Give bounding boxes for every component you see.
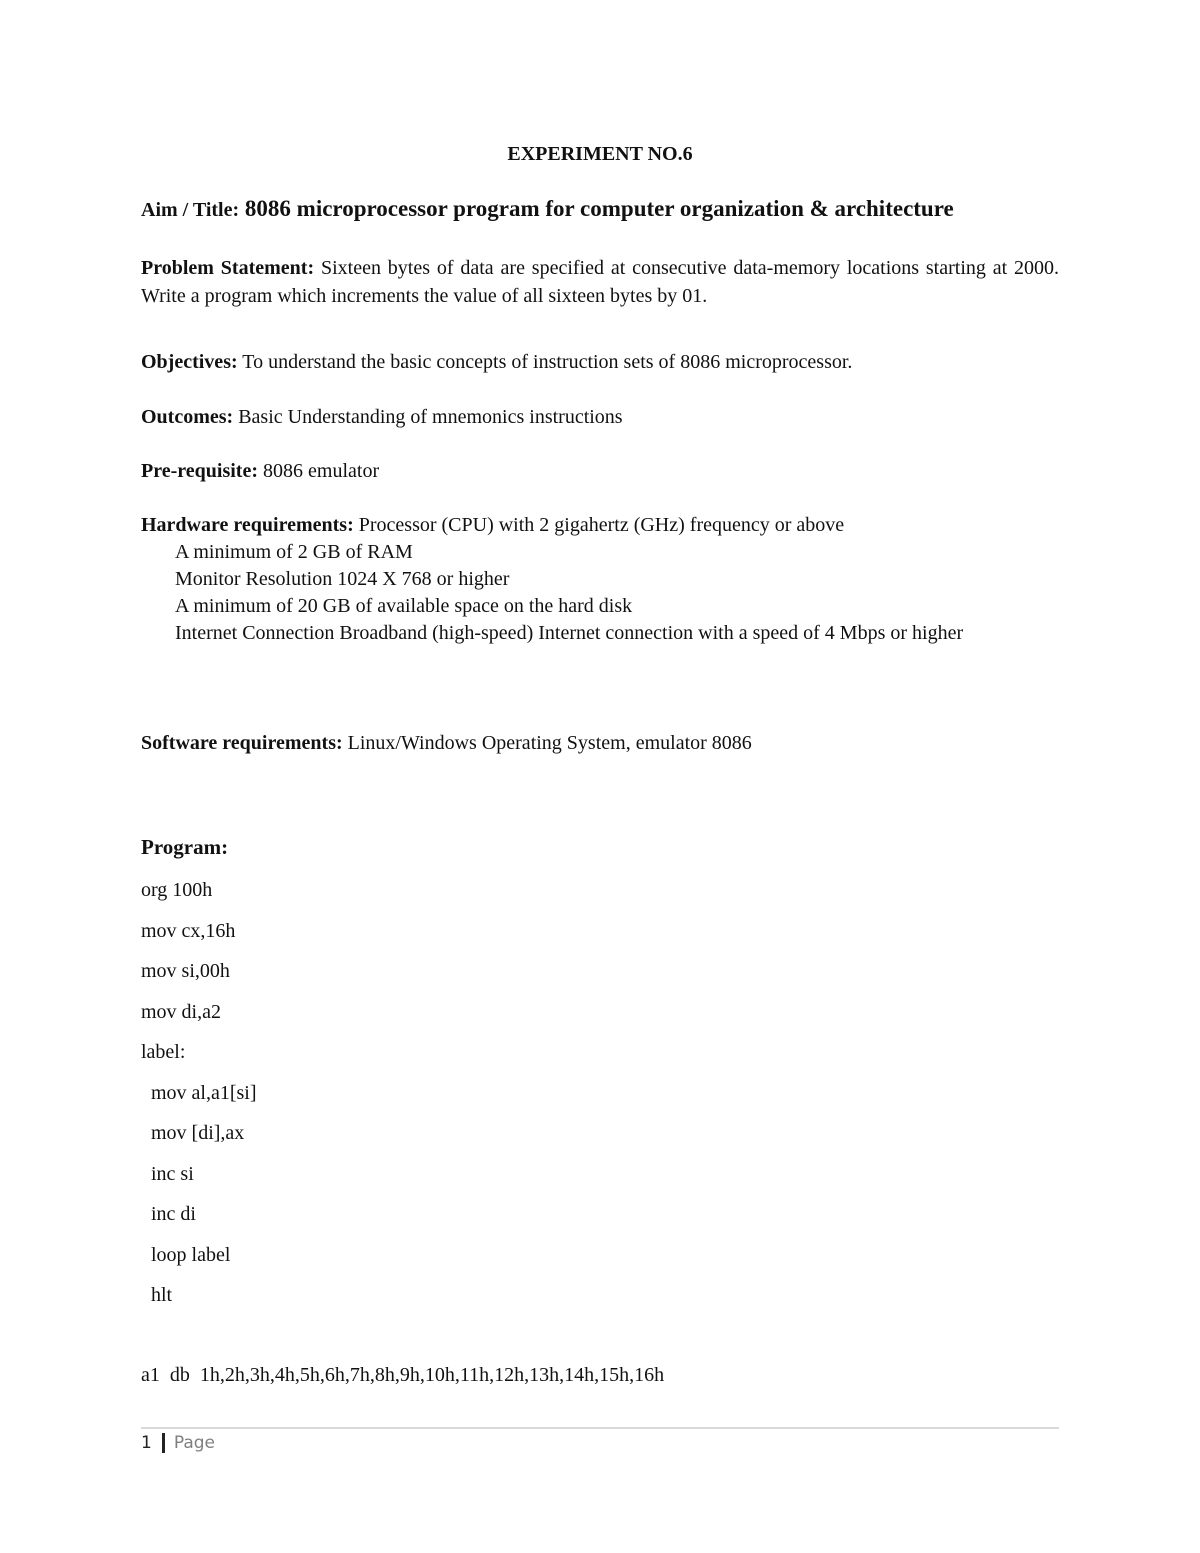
footer-divider — [141, 1427, 1059, 1429]
prerequisite-label: Pre-requisite: — [141, 460, 259, 482]
software-requirements — [141, 729, 1059, 757]
hardware-item: A minimum of 2 GB of RAM — [175, 541, 413, 563]
hardware-item: A minimum of 20 GB of available space on the hard disk — [175, 595, 633, 617]
footer-separator-bar — [162, 1433, 165, 1453]
page-label: Page — [173, 1433, 215, 1453]
problem-label: Problem Statement: — [141, 257, 315, 279]
hardware-item: Monitor Resolution 1024 X 768 or higher — [175, 568, 510, 590]
aim-text: 8086 microprocessor program for computer organization & architecture — [239, 196, 954, 221]
hardware-requirements — [141, 511, 1059, 539]
hardware-items-list — [175, 539, 1055, 647]
code-line: inc di — [141, 1203, 196, 1225]
software-text: Linux/Windows Operating System, emulator 8086 — [342, 732, 752, 754]
page-footer — [141, 1433, 215, 1453]
hardware-text: Processor (CPU) with 2 gigahertz (GHz) frequency or above — [353, 514, 845, 536]
program-heading: Program: — [141, 835, 229, 859]
problem-text: Sixteen bytes of data are specified at consecutive data-memory locations starting at 2000. Write a program which increments the value of all sixteen bytes by 01. — [141, 257, 1060, 307]
code-line: mov si,00h — [141, 960, 230, 982]
hardware-label: Hardware requirements: — [141, 514, 354, 536]
data-definition-line: a1 db 1h,2h,3h,4h,5h,6h,7h,8h,9h,10h,11h,12h,13h,14h,15h,16h — [141, 1364, 665, 1386]
code-line: mov di,a2 — [141, 1000, 221, 1023]
hardware-item: Internet Connection Broadband (high-speed) Internet connection with a speed of 4 Mbps or higher — [175, 622, 964, 644]
code-line: loop label — [141, 1243, 231, 1266]
code-line: mov al,a1[si] — [141, 1081, 257, 1104]
objectives-label: Objectives: — [141, 351, 238, 373]
outcomes-text: Basic Understanding of mnemonics instructions — [233, 406, 623, 428]
code-line: mov cx,16h — [141, 919, 236, 942]
program-code — [141, 875, 257, 1321]
code-line: mov [di],ax — [141, 1122, 245, 1144]
aim-title — [141, 196, 954, 222]
objectives-text: To understand the basic concepts of instruction sets of 8086 microprocessor. — [237, 351, 853, 373]
code-line: org 100h — [141, 879, 213, 901]
code-line: hlt — [141, 1284, 173, 1306]
prerequisite-text: 8086 emulator — [258, 460, 380, 482]
prerequisite — [141, 457, 1059, 485]
aim-label: Aim / Title: — [141, 199, 240, 221]
outcomes — [141, 403, 1059, 431]
software-label: Software requirements: — [141, 732, 343, 754]
page-number: 1 — [141, 1433, 152, 1453]
code-line: inc si — [141, 1162, 194, 1185]
problem-statement — [141, 254, 1059, 310]
code-line: label: — [141, 1041, 186, 1063]
objectives — [141, 348, 1059, 376]
outcomes-label: Outcomes: — [141, 406, 234, 428]
page-title: EXPERIMENT NO.6 — [507, 143, 693, 165]
